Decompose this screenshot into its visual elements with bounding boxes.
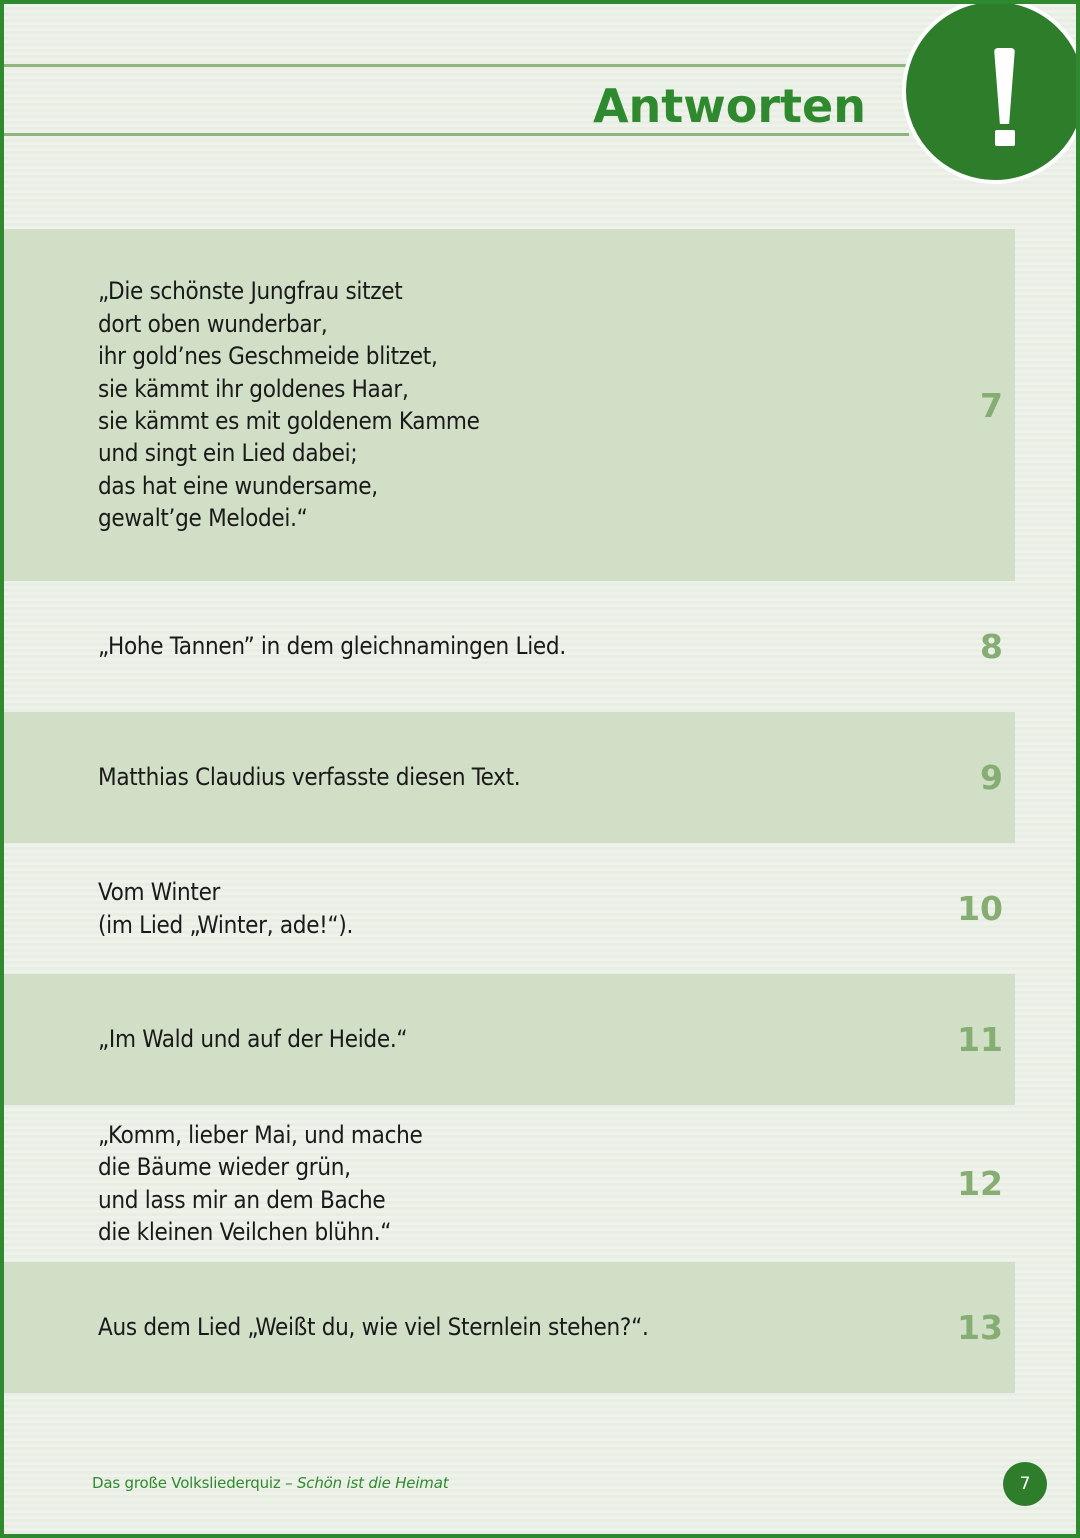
answer-row-7 [4, 229, 1015, 581]
question-number: 13 [957, 1308, 1003, 1347]
page-title: Antworten [592, 79, 866, 133]
footer-title: Das große Volksliederquiz – [92, 1474, 297, 1492]
answer-line: dort oben wunderbar, [98, 309, 328, 338]
answer-line: und lass mir an dem Bache [98, 1185, 386, 1214]
answer-line: die Bäume wieder grün, [98, 1153, 351, 1182]
answer-line: „Hohe Tannen” in dem gleichnamingen Lied. [98, 632, 566, 661]
answer-text [98, 974, 878, 1105]
answer-row-12 [4, 1105, 1015, 1262]
answer-text [98, 1262, 878, 1393]
question-number: 7 [980, 385, 1003, 425]
answer-text [98, 843, 878, 974]
answer-line: und singt ein Lied dabei; [98, 439, 358, 468]
answer-line: sie kämmt es mit goldenem Kamme [98, 407, 480, 435]
question-number: 10 [957, 889, 1003, 928]
question-number: 12 [957, 1164, 1003, 1203]
footer-subtitle: Schön ist die Heimat [296, 1474, 449, 1492]
answer-line: das hat eine wundersame, [98, 471, 378, 500]
header-rule-top [4, 64, 909, 67]
answer-line: gewalt’ge Melodei.“ [98, 504, 308, 533]
exclamation-badge [902, 0, 1080, 184]
page-number: 7 [1003, 1462, 1047, 1506]
question-number: 8 [980, 627, 1003, 666]
answer-row-8 [4, 581, 1015, 712]
answer-line: ihr gold’nes Geschmeide blitzet, [98, 342, 438, 371]
answer-line: die kleinen Veilchen blühn.“ [98, 1217, 392, 1246]
answer-line: sie kämmt ihr goldenes Haar, [98, 374, 409, 403]
answer-line: „Komm, lieber Mai, und mache [98, 1120, 423, 1149]
answer-row-9 [4, 712, 1015, 843]
answer-text [98, 1105, 878, 1262]
answer-row-10 [4, 843, 1015, 974]
answer-row-11 [4, 974, 1015, 1105]
answer-line: (im Lied „Winter, ade!“). [98, 910, 354, 939]
answer-text [98, 712, 878, 843]
answer-line: Matthias Claudius verfasste diesen Text. [98, 763, 521, 792]
question-number: 11 [957, 1020, 1003, 1059]
answer-text [98, 581, 878, 712]
answer-line: „Im Wald und auf der Heide.“ [98, 1025, 408, 1054]
question-number: 9 [980, 758, 1003, 797]
footer-book-title [92, 1474, 448, 1492]
answer-text [98, 229, 878, 581]
exclamation-dot [995, 130, 1015, 146]
answer-line: Vom Winter [98, 878, 221, 907]
answer-row-13 [4, 1262, 1015, 1393]
answer-line: „Die schönste Jungfrau sitzet [98, 277, 403, 306]
answer-line: Aus dem Lied „Weißt du, wie viel Sternlein stehen?“. [98, 1313, 649, 1342]
